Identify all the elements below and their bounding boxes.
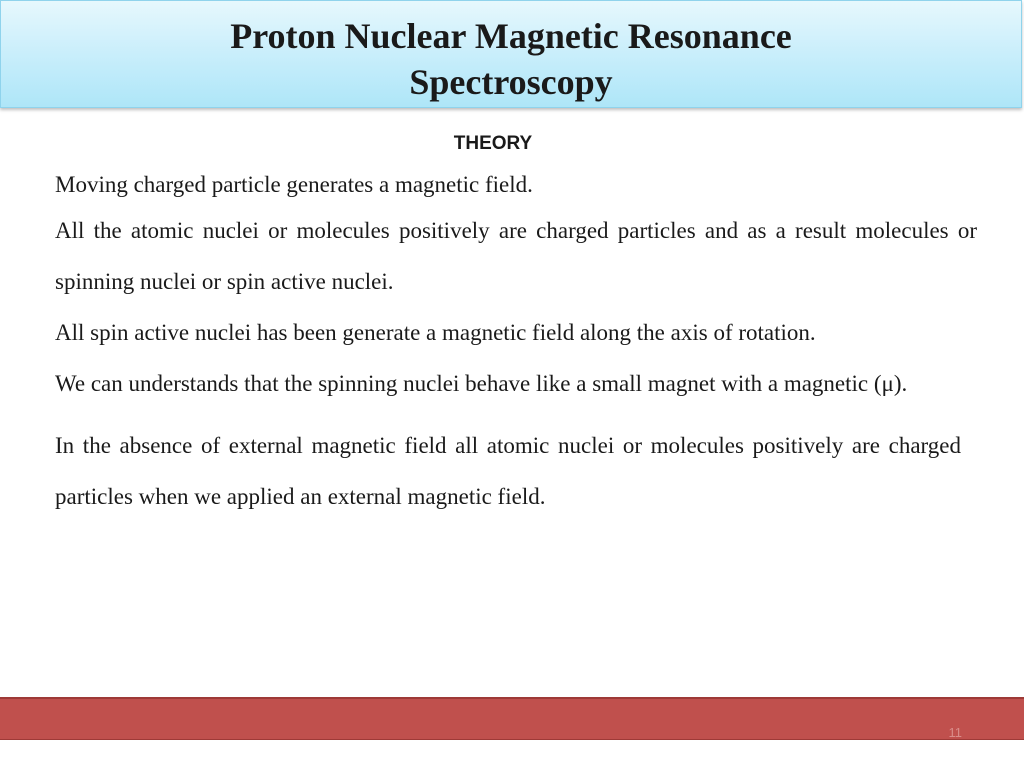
- slide-title: [1, 1, 1021, 105]
- page-number: 11: [948, 725, 962, 740]
- paragraph-4: We can understands that the spinning nuclei behave like a small magnet with a magnetic (μ).: [55, 371, 908, 396]
- section-heading: THEORY: [453, 133, 533, 154]
- paragraph-3: All spin active nuclei has been generate a magnetic field along the axis of rotation.: [55, 320, 816, 345]
- paragraph-5: In the absence of external magnetic field all atomic nuclei or molecules positively are charged particles when we applied an external magnetic field.: [55, 433, 961, 509]
- title-line-2: Spectroscopy: [409, 62, 613, 102]
- footer-bar: [0, 697, 1024, 740]
- title-bar: [0, 0, 1022, 108]
- paragraph-2: All the atomic nuclei or molecules positively are charged particles and as a result molecules or spinning nuclei or spin active nuclei.: [55, 218, 977, 294]
- slide-body: [55, 165, 977, 522]
- title-line-1: Proton Nuclear Magnetic Resonance: [230, 16, 792, 56]
- paragraph-1: Moving charged particle generates a magnetic field.: [55, 172, 533, 197]
